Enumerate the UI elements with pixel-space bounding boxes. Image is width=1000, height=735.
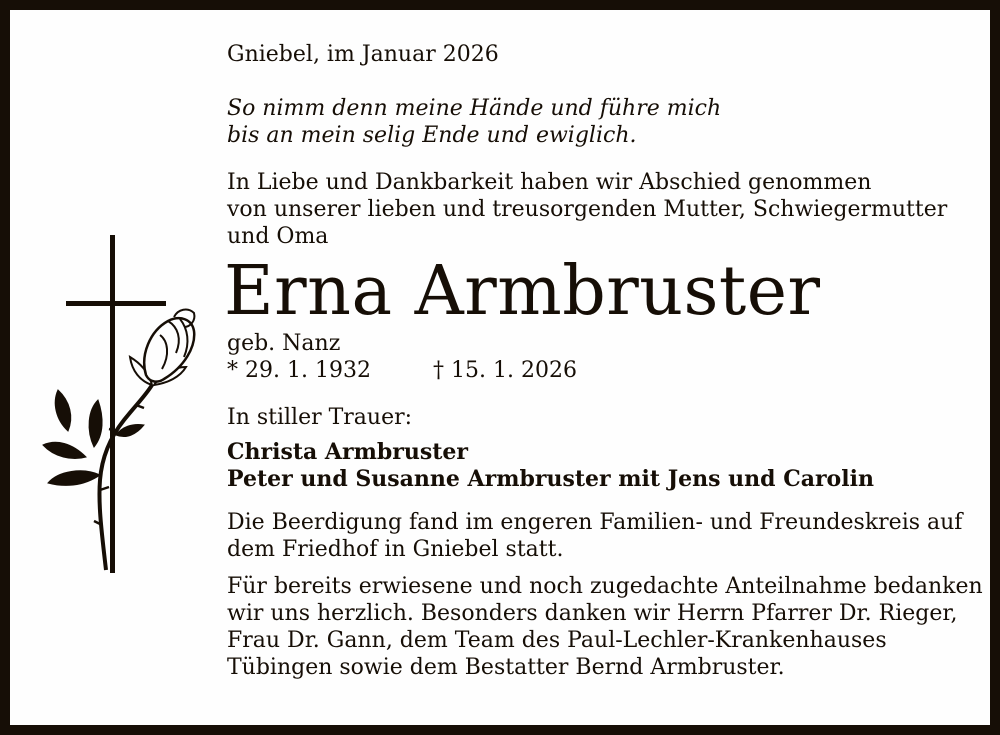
mourner-name: Peter und Susanne Armbruster mit Jens und Carolin: [227, 466, 874, 492]
bible-verse: [227, 95, 987, 149]
notice-text: [224, 41, 987, 681]
funeral-note: [227, 509, 987, 563]
life-dates: [227, 357, 987, 384]
thanks-line: Frau Dr. Gann, dem Team des Paul-Lechler-Krankenhauses: [227, 628, 887, 653]
intro-line: und Oma: [227, 224, 329, 249]
death-date: † 15. 1. 2026: [433, 358, 577, 383]
mourners-list: [227, 439, 987, 493]
verse-line: bis an mein selig Ende und ewiglich.: [227, 123, 637, 148]
deceased-name: Erna Armbruster: [224, 252, 821, 331]
rose-icon: [43, 310, 194, 570]
funeral-line: Die Beerdigung fand im engeren Familien- und Freundeskreis auf: [227, 510, 963, 535]
place-and-date: Gniebel, im Januar 2026: [227, 42, 499, 67]
mourner-name: Christa Armbruster: [227, 439, 468, 465]
intro-line: von unserer lieben und treusorgenden Mutter, Schwiegermutter: [227, 197, 948, 222]
thanks-line: wir uns herzlich. Besonders danken wir Herrn Pfarrer Dr. Rieger,: [227, 601, 958, 626]
thanks-line: Tübingen sowie dem Bestatter Bernd Armbruster.: [227, 655, 785, 680]
maiden-name: geb. Nanz: [227, 331, 341, 356]
farewell-intro: [227, 169, 987, 250]
verse-line: So nimm denn meine Hände und führe mich: [227, 96, 722, 121]
funeral-line: dem Friedhof in Gniebel statt.: [227, 537, 564, 562]
intro-line: In Liebe und Dankbarkeit haben wir Abschied genommen: [227, 170, 872, 195]
thanks-line: Für bereits erwiesene und noch zugedachte Anteilnahme bedanken: [227, 574, 983, 599]
mourning-label: In stiller Trauer:: [227, 405, 413, 430]
cross-with-rose-emblem: [28, 235, 203, 580]
birth-date: * 29. 1. 1932: [227, 358, 371, 383]
cross-icon: [66, 235, 166, 573]
thanks-note: [227, 573, 987, 681]
